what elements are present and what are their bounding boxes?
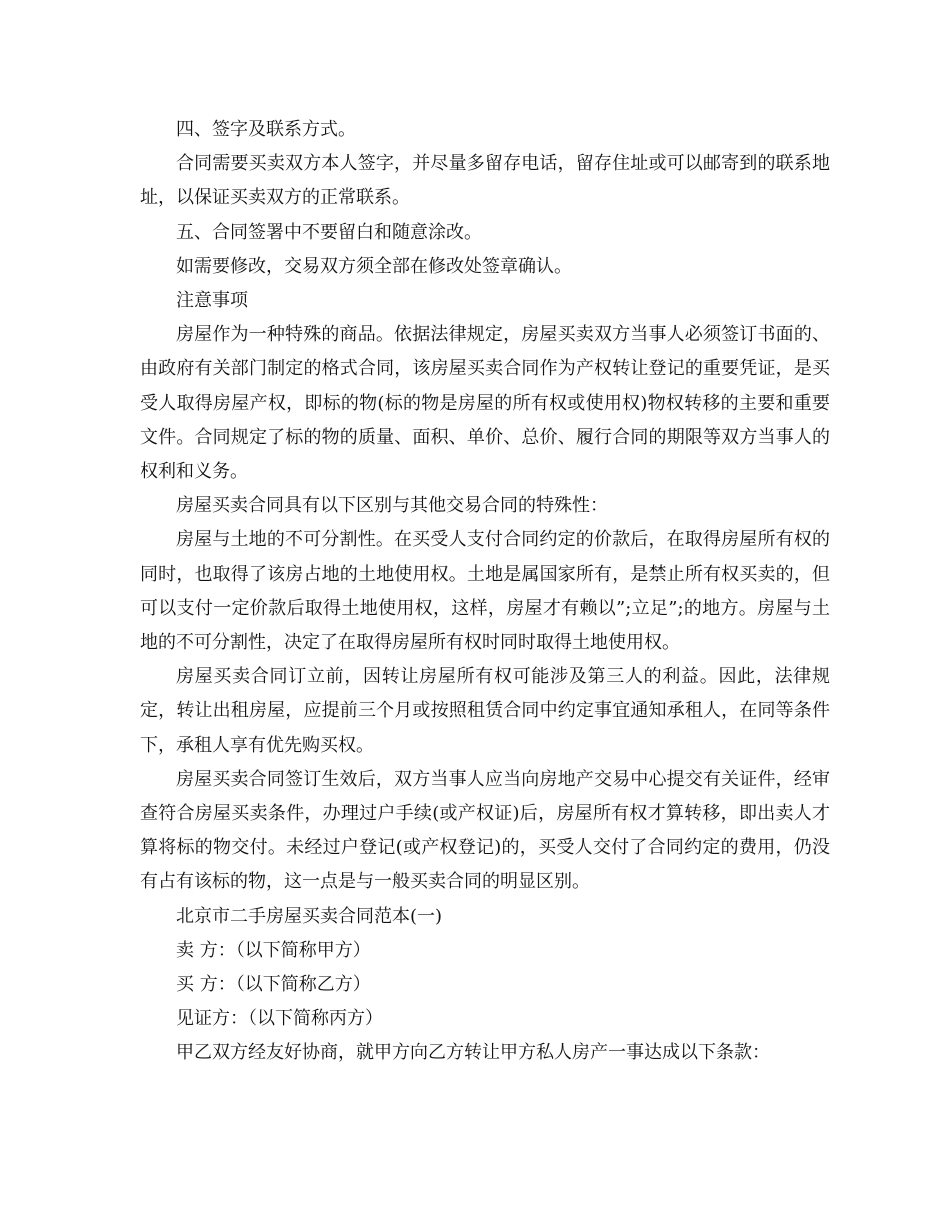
contract-title: 北京市二手房屋买卖合同范本(一) <box>176 905 443 927</box>
paragraph-special-commodity: 房屋作为一种特殊的商品。依据法律规定，房屋买卖双方当事人必须签订书面的、由政府有关部门制定的格式合同，该房屋买卖合同作为产权转让登记的重要凭证，是买受人取得房屋产权，即标的物(标的物是房屋的所有权或使用权)物权转移的主要和重要文件。合同规定了标的物的质量、面积、单价、总价、履行合同的期限等双方当事人的权利和义务。 <box>140 324 830 483</box>
party-witness: 见证方：（以下简称丙方） <box>176 1008 383 1030</box>
paragraph-third-party-rights: 房屋买卖合同订立前，因转让房屋所有权可能涉及第三人的利益。因此，法律规定，转让出租房屋，应提前三个月或按照租赁合同中约定事宜通知承租人，在同等条件下，承租人享有优先购买权。 <box>140 666 830 756</box>
party-buyer: 买 方：（以下简称乙方） <box>176 974 371 996</box>
section-heading-no-blanks: 五、合同签署中不要留白和随意涂改。 <box>176 221 482 243</box>
party-seller: 卖 方：（以下简称甲方） <box>176 939 371 961</box>
paragraph-special-features-intro: 房屋买卖合同具有以下区别与其他交易合同的特殊性： <box>176 495 608 517</box>
section-heading-notes: 注意事项 <box>176 290 248 312</box>
paragraph-agreement-intro: 甲乙双方经友好协商，就甲方向乙方转让甲方私人房产一事达成以下条款： <box>176 1042 770 1064</box>
section-heading-signature: 四、签字及联系方式。 <box>176 119 356 140</box>
paragraph-land-inseparability: 房屋与土地的不可分割性。在买受人支付合同约定的价款后，在取得房屋所有权的同时，也取得了该房占地的土地使用权。土地是属国家所有，是禁止所有权买卖的，但可以支付一定价款后取得土地使用权，这样，房屋才有赖以”;立足”;的地方。房屋与土地的不可分割性，决定了在取得房屋所有权时同时取得土地使用权。 <box>140 529 830 654</box>
paragraph-transfer-registration: 房屋买卖合同签订生效后，双方当事人应当向房地产交易中心提交有关证件，经审查符合房屋买卖条件，办理过户手续(或产权证)后，房屋所有权才算转移，即出卖人才算将标的物交付。未经过户登记(或产权登记)的，买受人交付了合同约定的费用，仍没有占有该标的物，这一点是与一般买卖合同的明显区别。 <box>140 768 830 893</box>
document-body <box>140 113 830 1071</box>
paragraph-signature-contact: 合同需要买卖双方本人签字，并尽量多留存电话，留存住址或可以邮寄到的联系地址，以保证买卖双方的正常联系。 <box>140 153 830 209</box>
paragraph-modification: 如需要修改，交易双方须全部在修改处签章确认。 <box>176 255 572 277</box>
